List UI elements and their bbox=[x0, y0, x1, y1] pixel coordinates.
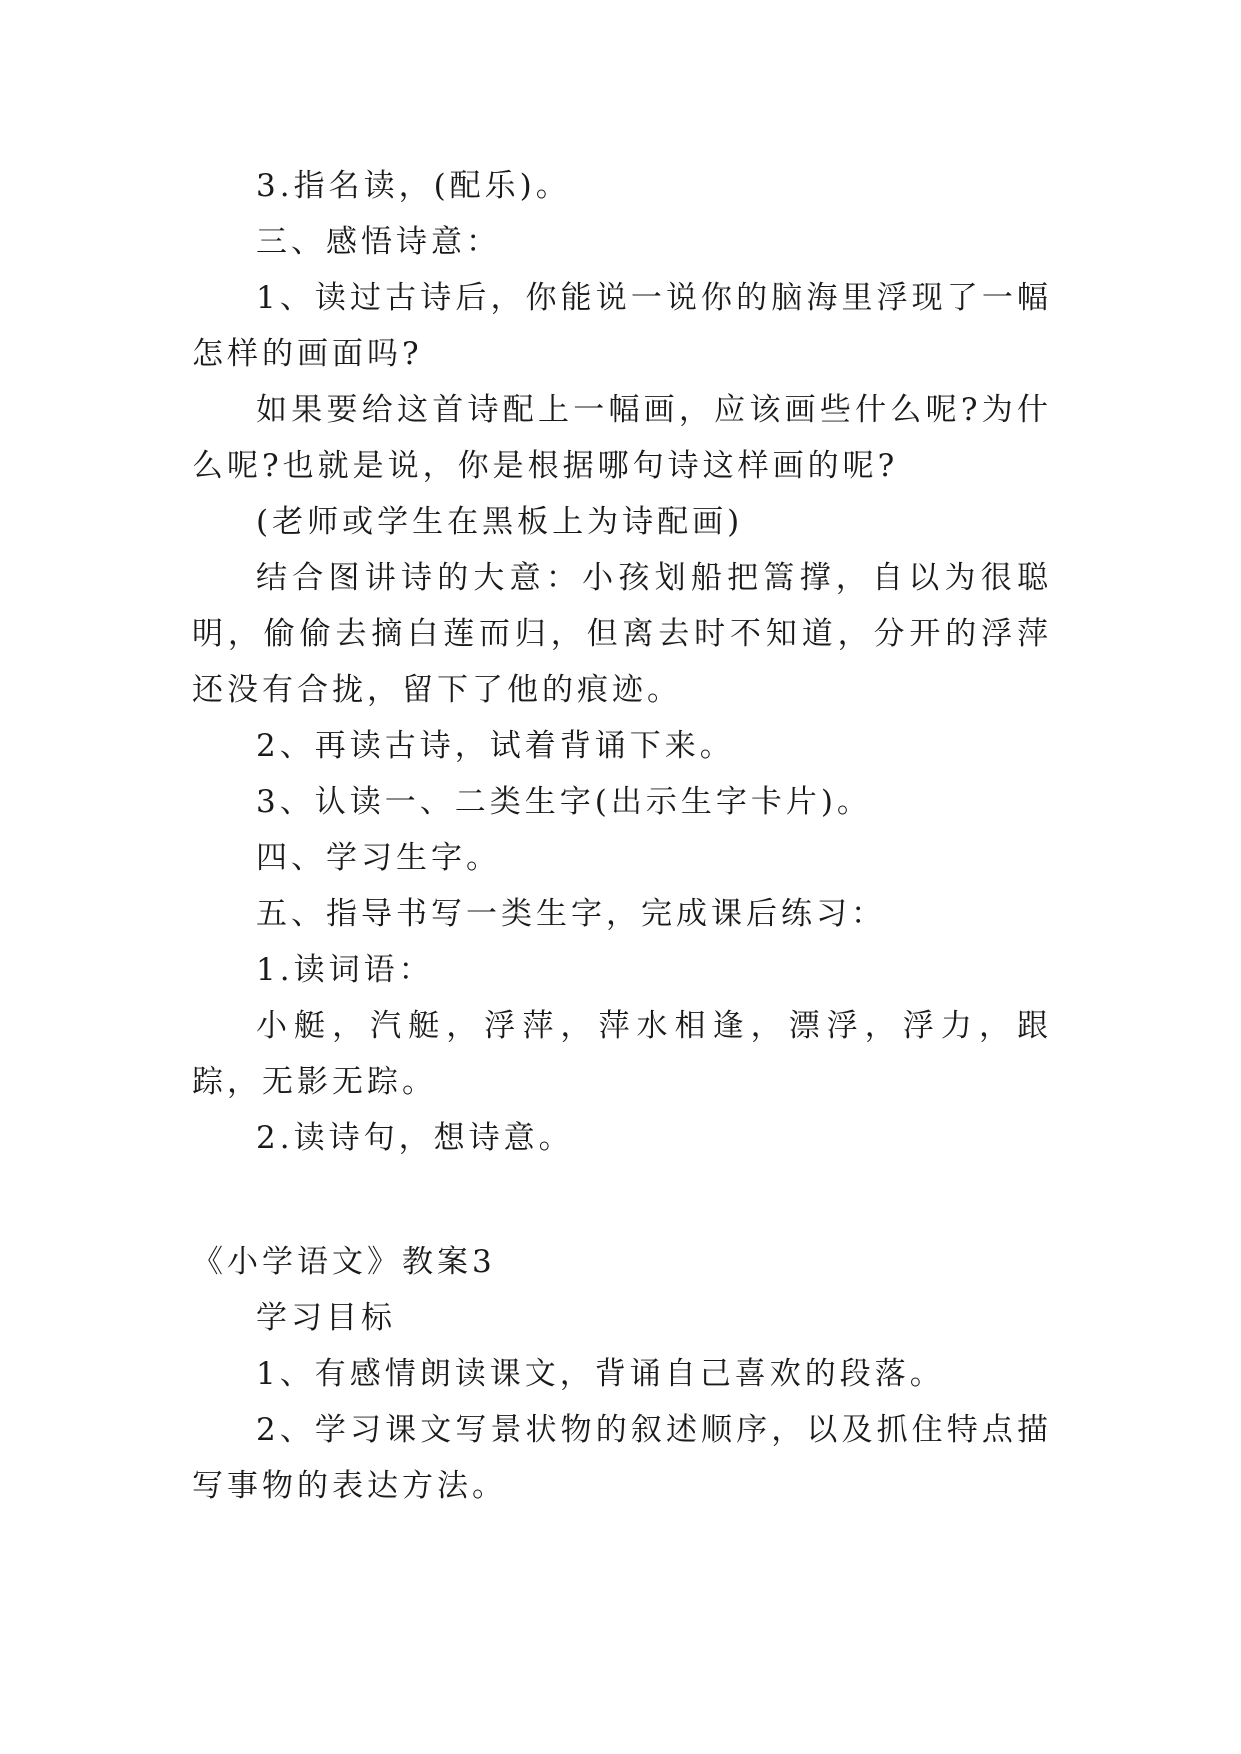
document-body bbox=[192, 158, 1052, 1514]
paragraph: 1、读过古诗后，你能说一说你的脑海里浮现了一幅怎样的画面吗? bbox=[192, 280, 1052, 372]
section-heading: 五、指导书写一类生字，完成课后练习： bbox=[256, 896, 886, 932]
paragraph: 3.指名读，(配乐)。 bbox=[256, 168, 571, 204]
section-heading: 三、感悟诗意： bbox=[256, 224, 501, 260]
paragraph: (老师或学生在黑板上为诗配画) bbox=[256, 504, 744, 540]
paragraph: 如果要给这首诗配上一幅画，应该画些什么呢?为什么呢?也就是说，你是根据哪句诗这样画的呢? bbox=[192, 392, 1052, 484]
paragraph: 2、再读古诗，试着背诵下来。 bbox=[256, 728, 735, 764]
lesson-plan-title: 《小学语文》教案3 bbox=[192, 1244, 496, 1280]
section-heading: 四、学习生字。 bbox=[256, 840, 501, 876]
paragraph: 1.读词语： bbox=[256, 952, 434, 988]
paragraph: 1、有感情朗读课文，背诵自己喜欢的段落。 bbox=[256, 1356, 945, 1392]
paragraph: 2、学习课文写景状物的叙述顺序，以及抓住特点描写事物的表达方法。 bbox=[192, 1412, 1052, 1504]
section-heading: 学习目标 bbox=[256, 1300, 396, 1336]
paragraph: 3、认读一、二类生字(出示生字卡片)。 bbox=[256, 784, 872, 820]
paragraph: 结合图讲诗的大意：小孩划船把篙撑，自以为很聪明，偷偷去摘白莲而归，但离去时不知道，分开的浮萍还没有合拢，留下了他的痕迹。 bbox=[192, 560, 1052, 708]
paragraph: 2.读诗句，想诗意。 bbox=[256, 1120, 574, 1156]
paragraph: 小艇，汽艇，浮萍，萍水相逢，漂浮，浮力，跟踪，无影无踪。 bbox=[192, 1008, 1052, 1100]
